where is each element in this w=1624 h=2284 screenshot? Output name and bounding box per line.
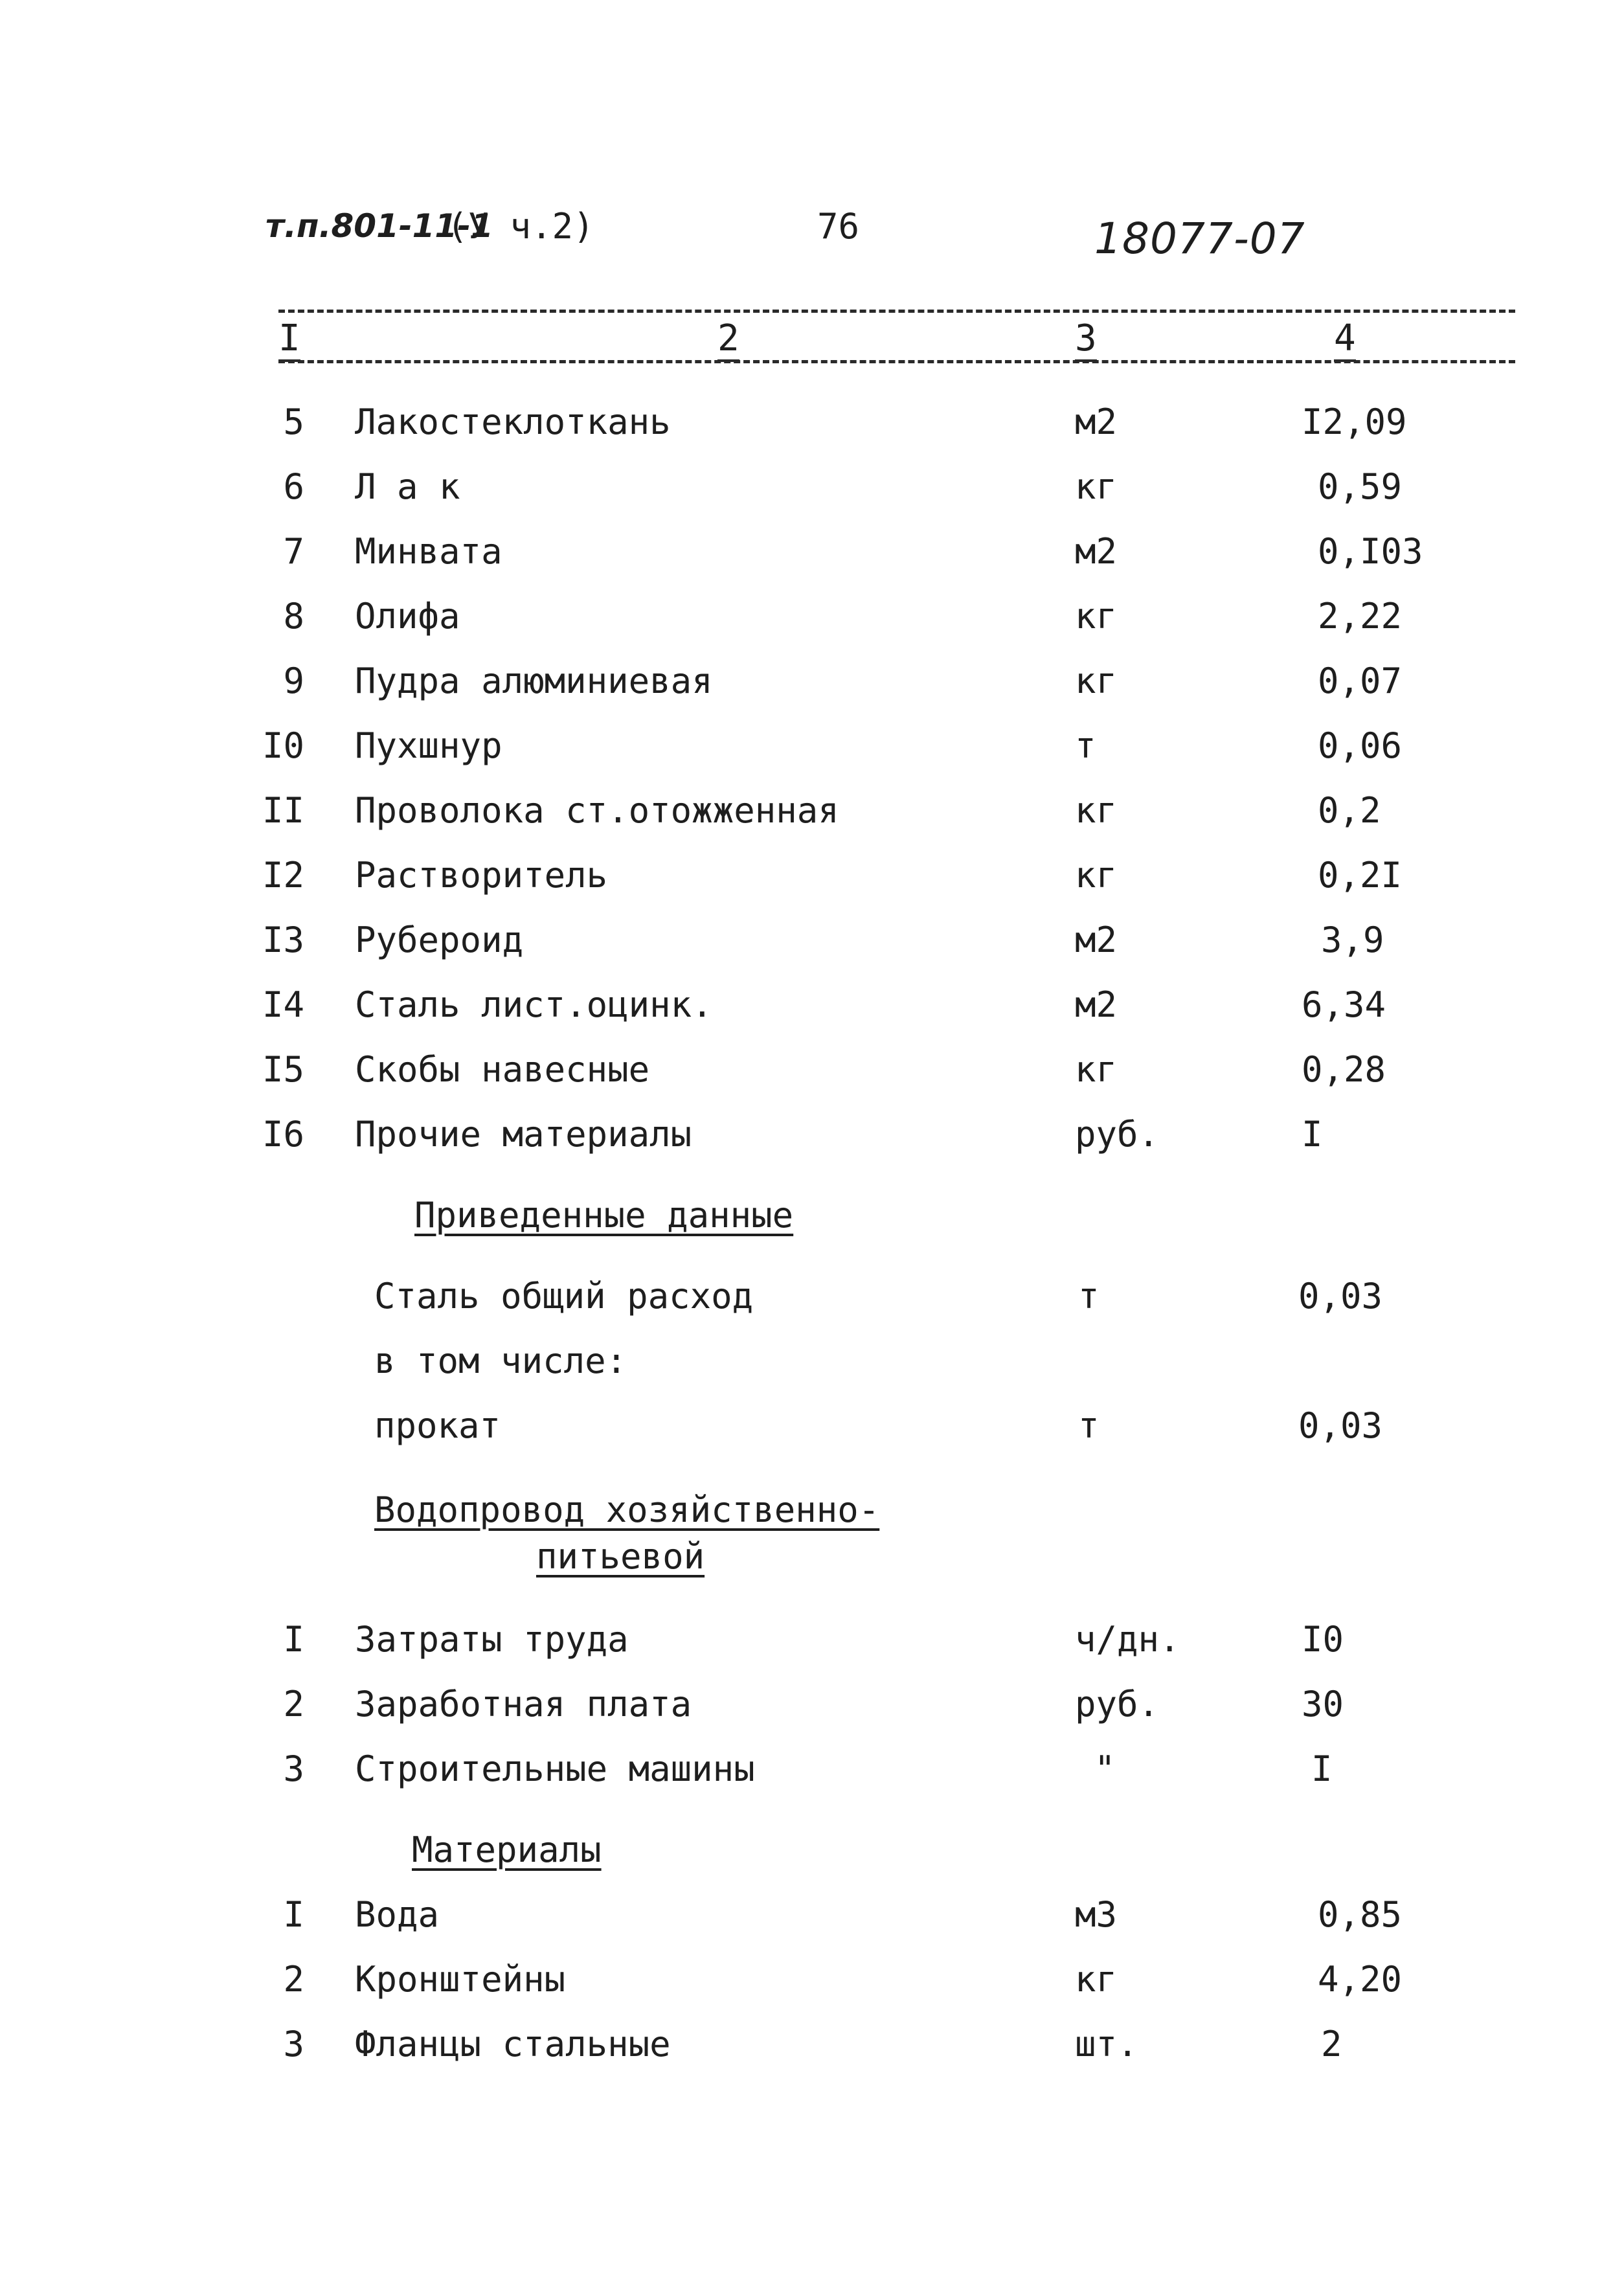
row-unit: м2 [1075,984,1118,1025]
table-row [0,1619,1624,1677]
row-unit: шт. [1075,2024,1138,2064]
table-row [0,1114,1624,1172]
column-header-3: 3 [1075,317,1097,359]
row-unit: кг [1075,1049,1118,1090]
row-number: I2 [262,855,304,896]
table-row [0,1748,1624,1807]
row-name: Минвата [355,531,502,572]
row-unit: кг [1075,466,1118,507]
row-name: Пухшнур [355,725,502,766]
table-row [0,790,1624,848]
row-number: 5 [283,401,304,442]
table-row [0,661,1624,719]
row-value: 0,03 [1298,1276,1383,1317]
row-name: Сталь общий расход [374,1276,754,1317]
row-name: Строительные машины [355,1748,755,1789]
archive-number: 18077-07 [1094,214,1305,264]
row-name: Растворитель [355,855,608,896]
row-number: 2 [283,1959,304,2000]
row-number: 3 [283,1748,304,1789]
table-row [0,401,1624,460]
row-number: I0 [262,725,304,766]
row-unit: кг [1075,855,1118,896]
row-number: 9 [283,661,304,701]
page-number: 76 [817,206,860,247]
table-row [0,725,1624,784]
row-unit: т [1075,725,1096,766]
document-code: т.п.801-11-1 [265,207,493,245]
row-number: 8 [283,596,304,637]
table-row [0,466,1624,525]
row-unit: м2 [1075,920,1118,960]
column-header-bottom-rule [278,360,1515,363]
table-row [0,2024,1624,2082]
row-value: 0,03 [1298,1405,1383,1446]
row-value: I0 [1302,1619,1344,1660]
row-unit: кг [1075,790,1118,831]
table-row [0,596,1624,654]
row-value: 0,59 [1318,466,1403,507]
column-header-2: 2 [717,317,739,359]
table-row [0,920,1624,978]
row-value: 6,34 [1302,984,1386,1025]
row-value: I [1302,1114,1323,1155]
row-unit: м3 [1075,1894,1118,1935]
row-number: 3 [283,2024,304,2064]
section-heading-water-supply-line2: питьевой [536,1536,705,1577]
row-name: Лакостеклоткань [355,401,671,442]
row-unit: ч/дн. [1075,1619,1180,1660]
row-name: Пудра алюминиевая [355,661,713,701]
row-value: 3,9 [1321,920,1384,960]
row-value: I2,09 [1302,401,1407,442]
column-header-top-rule [278,310,1515,313]
list-item [0,1340,1624,1399]
table-row [0,1959,1624,2017]
section-heading-water-supply: Водопровод хозяйственно- [374,1489,880,1530]
row-name: Рубероид [355,920,524,960]
list-item [0,1276,1624,1334]
row-number: I [283,1894,304,1935]
row-number: 2 [283,1684,304,1724]
row-value: 0,28 [1302,1049,1386,1090]
row-name: Скобы навесные [355,1049,650,1090]
row-number: I6 [262,1114,304,1155]
row-name: Кронштейны [355,1959,566,2000]
row-value: 0,06 [1318,725,1403,766]
row-value: I [1311,1748,1333,1789]
row-number: I3 [262,920,304,960]
section-heading-materials: Материалы [412,1829,602,1870]
row-name: Олифа [355,596,460,637]
row-name: Прочие материалы [355,1114,692,1155]
table-row [0,855,1624,913]
section-heading-reduced-data: Приведенные данные [414,1195,794,1236]
table-row [0,1684,1624,1742]
row-name: Затраты труда [355,1619,629,1660]
row-value: 2 [1321,2024,1342,2064]
row-name: Вода [355,1894,440,1935]
row-number: 6 [283,466,304,507]
row-unit: кг [1075,661,1118,701]
column-header-4: 4 [1334,317,1356,359]
document-part: (У ч.2) [447,206,594,247]
row-value: 0,2I [1318,855,1403,896]
row-unit: м2 [1075,401,1118,442]
row-number: I5 [262,1049,304,1090]
row-unit: " [1094,1748,1116,1789]
column-header-1: I [278,317,300,359]
row-number: I [283,1619,304,1660]
table-row [0,531,1624,589]
list-item [0,1405,1624,1464]
row-number: II [262,790,304,831]
row-value: 0,2 [1318,790,1381,831]
row-name: в том числе: [374,1340,627,1381]
row-value: 0,I03 [1318,531,1423,572]
table-row [0,1049,1624,1107]
row-unit: кг [1075,1959,1118,2000]
row-unit: руб. [1075,1114,1160,1155]
row-number: 7 [283,531,304,572]
row-value: 4,20 [1318,1959,1403,2000]
row-value: 2,22 [1318,596,1403,637]
table-row [0,1894,1624,1952]
row-unit: т [1078,1276,1100,1317]
row-value: 0,07 [1318,661,1403,701]
row-unit: кг [1075,596,1118,637]
row-name: Заработная плата [355,1684,692,1724]
table-row [0,984,1624,1043]
row-number: I4 [262,984,304,1025]
row-value: 30 [1302,1684,1344,1724]
row-unit: руб. [1075,1684,1160,1724]
row-name: Проволока ст.отожженная [355,790,839,831]
row-unit: т [1078,1405,1100,1446]
row-name: Сталь лист.оцинк. [355,984,713,1025]
row-name: Л а к [355,466,460,507]
row-name: Фланцы стальные [355,2024,671,2064]
row-value: 0,85 [1318,1894,1403,1935]
row-unit: м2 [1075,531,1118,572]
row-name: прокат [374,1405,501,1446]
